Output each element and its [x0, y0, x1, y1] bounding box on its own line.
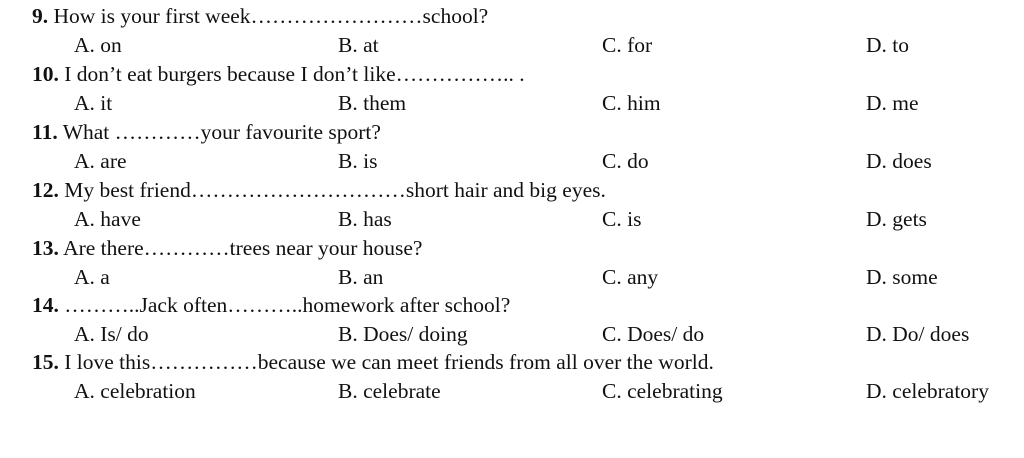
option-c: C. do — [602, 149, 649, 173]
option-d: D. to — [866, 33, 909, 57]
option-b: B. them — [338, 91, 407, 115]
option-a: A. a — [74, 265, 110, 289]
question-stem — [32, 176, 606, 205]
option-a: A. are — [74, 149, 127, 173]
question-10 — [0, 60, 1024, 118]
option-c: C. is — [602, 207, 642, 231]
option-a: A. have — [74, 207, 141, 231]
option-c: C. him — [602, 91, 661, 115]
option-d: D. some — [866, 265, 938, 289]
option-b: B. is — [338, 149, 378, 173]
question-number: 11. — [32, 120, 58, 144]
option-a: A. Is/ do — [74, 322, 149, 346]
option-b: B. at — [338, 33, 379, 57]
question-12 — [0, 176, 1024, 234]
question-9 — [0, 2, 1024, 60]
question-stem — [32, 291, 510, 320]
question-number: 15. — [32, 350, 59, 374]
option-c: C. any — [602, 265, 659, 289]
option-d: D. gets — [866, 207, 927, 231]
question-stem — [32, 118, 381, 147]
question-stem — [32, 60, 525, 89]
option-d: D. does — [866, 149, 932, 173]
option-b: B. celebrate — [338, 379, 441, 403]
question-stem — [32, 234, 422, 263]
question-text: Are there…………trees near your house? — [63, 236, 423, 260]
question-number: 13. — [32, 236, 59, 260]
option-d: D. celebratory — [866, 379, 989, 403]
question-number: 10. — [32, 62, 59, 86]
option-b: B. Does/ doing — [338, 322, 468, 346]
question-text: How is your first week……………………school? — [53, 4, 489, 28]
question-text: My best friend…………………………short hair and big eyes. — [64, 178, 606, 202]
option-a: A. on — [74, 33, 122, 57]
question-number: 9. — [32, 4, 49, 28]
option-c: C. for — [602, 33, 653, 57]
question-number: 14. — [32, 293, 59, 317]
option-a: A. celebration — [74, 379, 196, 403]
question-14 — [0, 291, 1024, 349]
question-13 — [0, 234, 1024, 292]
option-d: D. me — [866, 91, 919, 115]
option-b: B. has — [338, 207, 392, 231]
question-text: What …………your favourite sport? — [62, 120, 381, 144]
question-text: I love this……………because we can meet friends from all over the world. — [64, 350, 714, 374]
question-text: ………..Jack often………..homework after school? — [64, 293, 511, 317]
question-number: 12. — [32, 178, 59, 202]
question-stem — [32, 348, 714, 377]
option-d: D. Do/ does — [866, 322, 970, 346]
option-c: C. celebrating — [602, 379, 723, 403]
option-a: A. it — [74, 91, 113, 115]
question-15 — [0, 348, 1024, 406]
question-11 — [0, 118, 1024, 176]
question-text: I don’t eat burgers because I don’t like…………….. . — [64, 62, 525, 86]
option-b: B. an — [338, 265, 384, 289]
question-stem — [32, 2, 488, 31]
option-c: C. Does/ do — [602, 322, 705, 346]
